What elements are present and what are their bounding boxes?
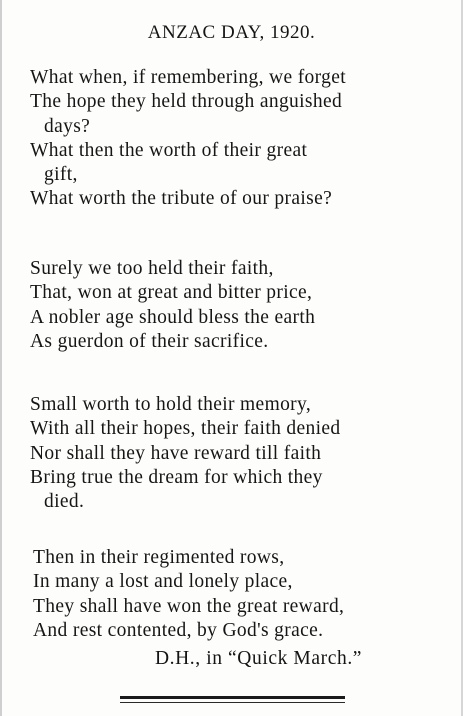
poem-line: Surely we too held their faith,: [30, 258, 274, 279]
stanza-4: [33, 546, 458, 643]
stanza-3: [30, 393, 455, 514]
poem-title: ANZAC DAY, 1920.: [147, 22, 316, 43]
poem-attribution: D.H., in “Quick March.”: [154, 648, 363, 669]
poem-line-continuation: died.: [44, 491, 85, 513]
poem-line: Small worth to hold their memory,: [30, 394, 312, 415]
poem-line-continuation: gift,: [44, 164, 78, 186]
poem-line: What when, if remembering, we forget: [30, 67, 347, 88]
poem-line: The hope they held through anguished: [30, 91, 343, 113]
stanza-1: [30, 66, 455, 212]
closing-rule-thick: [120, 696, 345, 699]
stanza-2: [30, 257, 455, 354]
poem-line: What then the worth of their great: [30, 139, 308, 161]
poem-line: In many a lost and lonely place,: [33, 571, 293, 593]
poem-line: As guerdon of their sacrifice.: [30, 330, 269, 352]
poem-line: Bring true the dream for which they: [30, 466, 323, 488]
poem-line: They shall have won the great reward,: [33, 595, 345, 617]
poem-line: What worth the tribute of our praise?: [30, 188, 333, 210]
poem-line: That, won at great and bitter price,: [30, 282, 313, 304]
poem-line: Nor shall they have reward till faith: [30, 442, 322, 464]
clipping-left-edge: [0, 0, 2, 716]
poem-line: And rest contented, by God's grace.: [33, 619, 324, 641]
poem-line: A nobler age should bless the earth: [30, 306, 316, 328]
poem-line: Then in their regimented rows,: [33, 547, 285, 568]
poem-line: With all their hopes, their faith denied: [30, 418, 341, 440]
poem-line-continuation: days?: [44, 115, 91, 137]
closing-rule-thin: [120, 702, 345, 703]
